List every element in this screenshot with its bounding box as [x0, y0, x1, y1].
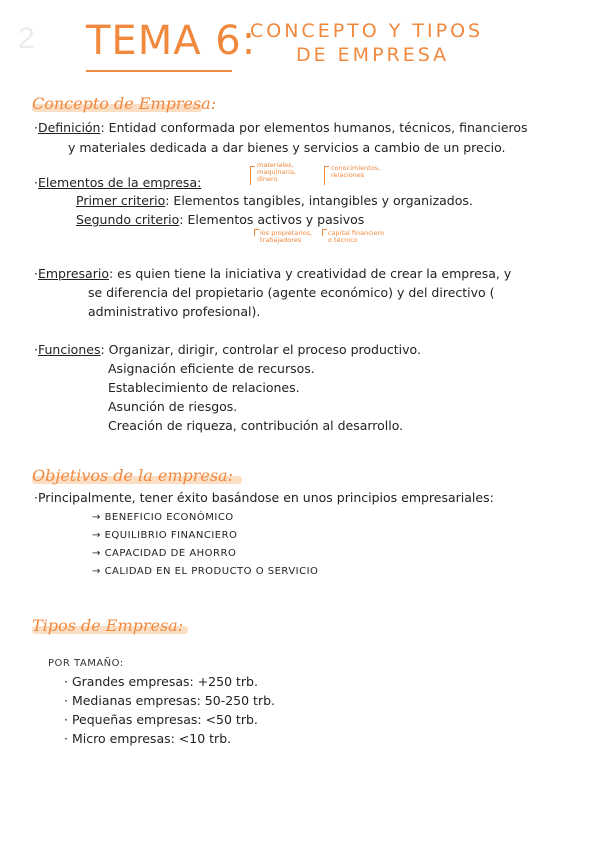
page-number: 2 — [18, 22, 35, 55]
empresario-text-1: : es quien tiene la iniciativa y creatividad de crear la empresa, y — [108, 266, 512, 281]
definicion-label: Definición — [37, 120, 101, 135]
tipos-item: · Pequeñas empresas: <50 trb. — [64, 712, 258, 727]
objetivos-intro: ·Principalmente, tener éxito basándose en unos principios empresariales: — [34, 490, 494, 505]
tipos-item: · Grandes empresas: +250 trb. — [64, 674, 258, 689]
primer-criterio — [76, 193, 473, 208]
primer-text: : Elementos tangibles, intangibles y organizados. — [165, 193, 473, 208]
primer-label: Primer criterio — [76, 193, 166, 208]
section-heading-objetivos: Objetivos de la empresa: — [32, 466, 233, 485]
section-heading-tipos: Tipos de Empresa: — [32, 616, 184, 635]
segundo-criterio — [76, 212, 364, 227]
funciones-item: : Organizar, dirigir, controlar el proceso productivo. — [100, 342, 421, 357]
tipos-item-text: Pequeñas empresas: <50 trb. — [71, 712, 258, 727]
tipos-subheading: POR TAMAÑO: — [48, 658, 124, 669]
note-intangibles: conocimientos, relaciones — [331, 164, 381, 179]
objetivos-item: → EQUILIBRIO FINANCIERO — [92, 530, 238, 541]
funciones-line-1: ·Funciones: Organizar, dirigir, controlar el proceso productivo. — [34, 342, 421, 357]
empresario-line-2: se diferencia del propietario (agente económico) y del directivo ( — [88, 285, 495, 300]
page-title: TEMA 6: — [86, 18, 257, 64]
objetivos-item: → CAPACIDAD DE AHORRO — [92, 548, 237, 559]
funciones-item: Asunción de riesgos. — [108, 399, 238, 414]
objetivos-intro-text: Principalmente, tener éxito basándose en unos principios empresariales: — [37, 490, 494, 505]
elementos-label: Elementos de la empresa: — [37, 175, 202, 190]
empresario-line-3: administrativo profesional). — [88, 304, 261, 319]
definicion-line-1: ·Definición: Entidad conformada por elementos humanos, técnicos, financieros — [34, 120, 528, 135]
objetivos-item-text: EQUILIBRIO FINANCIERO — [104, 530, 238, 541]
title-line-2: DE EMPRESA — [296, 44, 450, 66]
empresario-line-1: ·Empresario: es quien tiene la iniciativa y creatividad de crear la empresa, y — [34, 266, 512, 281]
note-bracket — [254, 229, 259, 236]
objetivos-item: → CALIDAD EN EL PRODUCTO O SERVICIO — [92, 566, 319, 577]
note-pasivos: capital financiero o técnico — [328, 229, 385, 244]
title-underline — [86, 70, 232, 72]
funciones-label: Funciones — [37, 342, 101, 357]
tipos-item: · Micro empresas: <10 trb. — [64, 731, 232, 746]
tipos-item-text: Medianas empresas: 50-250 trb. — [71, 693, 275, 708]
note-bracket — [324, 166, 329, 185]
note-activos: los propietarios, trabajadores — [260, 229, 313, 244]
note-bracket — [322, 229, 327, 236]
segundo-text: : Elementos activos y pasivos — [179, 212, 365, 227]
elementos-heading: ·Elementos de la empresa: — [34, 175, 202, 190]
definicion-text-1: : Entidad conformada por elementos humanos, técnicos, financieros — [100, 120, 528, 135]
title-line-1: CONCEPTO Y TIPOS — [250, 20, 484, 42]
note-tangibles: materiales, maquinaria, dinero — [257, 161, 296, 183]
funciones-item: Creación de riqueza, contribución al desarrollo. — [108, 418, 404, 433]
objetivos-item: → BENEFICIO ECONÓMICO — [92, 512, 234, 523]
section-heading-concepto: Concepto de Empresa: — [32, 94, 217, 113]
tipos-item-text: Micro empresas: <10 trb. — [71, 731, 232, 746]
funciones-item: Establecimiento de relaciones. — [108, 380, 300, 395]
segundo-label: Segundo criterio — [76, 212, 180, 227]
note-bracket — [250, 166, 255, 185]
objetivos-item-text: CALIDAD EN EL PRODUCTO O SERVICIO — [104, 566, 319, 577]
objetivos-item-text: BENEFICIO ECONÓMICO — [104, 512, 234, 523]
definicion-line-2: y materiales dedicada a dar bienes y servicios a cambio de un precio. — [68, 140, 506, 155]
empresario-label: Empresario — [37, 266, 109, 281]
objetivos-item-text: CAPACIDAD DE AHORRO — [104, 548, 237, 559]
tipos-item: · Medianas empresas: 50-250 trb. — [64, 693, 275, 708]
funciones-item: Asignación eficiente de recursos. — [108, 361, 315, 376]
tipos-item-text: Grandes empresas: +250 trb. — [71, 674, 258, 689]
